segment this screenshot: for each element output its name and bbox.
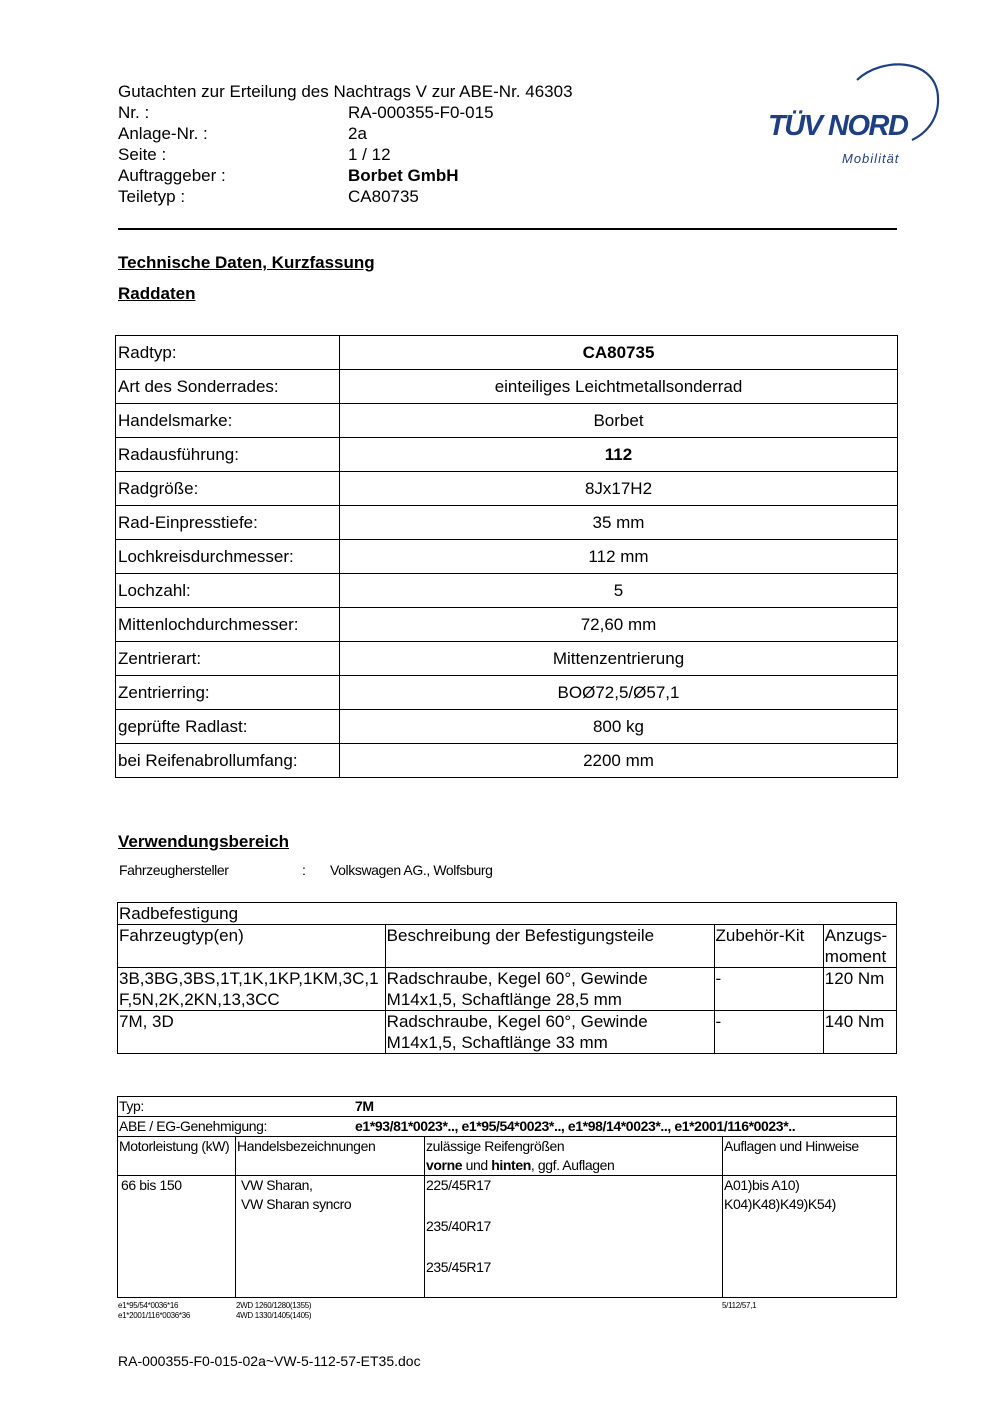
art-value: einteiliges Leichtmetallsonderrad	[340, 370, 898, 404]
hersteller-separator: :	[302, 862, 306, 878]
anlage-value: 2a	[348, 124, 367, 143]
auflagen-item: A01)bis A10)	[724, 1177, 800, 1193]
table-row	[118, 1097, 897, 1117]
table-row	[116, 540, 898, 574]
radausfuehrung-label: Radausführung:	[116, 438, 340, 472]
einpresstiefe-label: Rad-Einpresstiefe:	[116, 506, 340, 540]
reifen-vorne: vorne	[426, 1157, 463, 1173]
logo-wordmark: TÜV NORD	[768, 110, 908, 142]
auftraggeber-value: Borbet GmbH	[348, 166, 459, 185]
table-row	[116, 472, 898, 506]
nr-value: RA-000355-F0-015	[348, 103, 494, 122]
table-row	[116, 404, 898, 438]
anlage-label: Anlage-Nr. :	[118, 124, 208, 143]
motor-cell: 66 bis 150	[118, 1176, 236, 1298]
zentrierart-value: Mittenzentrierung	[340, 642, 898, 676]
hersteller-value: Volkswagen AG., Wolfsburg	[330, 862, 493, 878]
table-row	[116, 744, 898, 778]
header-divider	[118, 228, 897, 230]
hersteller-label: Fahrzeughersteller	[119, 862, 229, 878]
anzugsmoment-cell: 140 Nm	[823, 1011, 896, 1054]
note-line: 4WD 1330/1405(1405)	[236, 1311, 312, 1320]
table-row	[118, 1011, 897, 1054]
reifen-cell	[425, 1176, 723, 1298]
reifen-header-line2	[426, 1156, 721, 1175]
lochkreis-value: 112 mm	[340, 540, 898, 574]
header-fahrzeugtyp: Fahrzeugtyp(en)	[118, 925, 386, 968]
handel-cell	[236, 1176, 425, 1298]
abrollumfang-value: 2200 mm	[340, 744, 898, 778]
header-beschreibung: Beschreibung der Befestigungsteile	[385, 925, 714, 968]
zubehoer-cell: -	[714, 968, 823, 1011]
radbefestigung-title: Radbefestigung	[118, 903, 897, 925]
header-motorleistung: Motorleistung (kW)	[118, 1137, 236, 1176]
table-row	[116, 608, 898, 642]
header-reifengroessen	[425, 1137, 723, 1176]
beschreibung-cell: Radschraube, Kegel 60°, Gewinde M14x1,5, Schaftlänge 28,5 mm	[385, 968, 714, 1011]
auftraggeber-label: Auftraggeber :	[118, 166, 226, 185]
nr-label: Nr. :	[118, 103, 150, 122]
typ-value: 7M	[355, 1098, 374, 1114]
typ-label: Typ:	[119, 1098, 144, 1114]
table-row	[116, 642, 898, 676]
fahrzeugtyp-cell: 3B,3BG,3BS,1T,1K,1KP,1KM,3C,1F,5N,2K,2KN,13,3CC	[118, 968, 386, 1011]
raddaten-table	[115, 335, 898, 778]
handel-item: VW Sharan,	[241, 1177, 313, 1193]
reifen-und: und	[462, 1157, 492, 1173]
note-line: 2WD 1260/1280(1355)	[236, 1301, 312, 1310]
handelsmarke-value: Borbet	[340, 404, 898, 438]
logo-subtitle: Mobilität	[842, 151, 900, 166]
header-anzugsmoment: Anzugs-moment	[823, 925, 896, 968]
zentrierring-label: Zentrierring:	[116, 676, 340, 710]
section-technische-daten: Technische Daten, Kurzfassung	[118, 253, 375, 272]
reifen-item: 235/40R17	[426, 1218, 491, 1234]
anzugsmoment-cell: 120 Nm	[823, 968, 896, 1011]
reifen-item: 235/45R17	[426, 1259, 491, 1275]
lochkreis-label: Lochkreisdurchmesser:	[116, 540, 340, 574]
tuv-nord-logo	[762, 58, 942, 170]
document-title: Gutachten zur Erteilung des Nachtrags V zur ABE-Nr. 46303	[118, 82, 573, 101]
abrollumfang-label: bei Reifenabrollumfang:	[116, 744, 340, 778]
section-verwendungsbereich: Verwendungsbereich	[118, 832, 289, 851]
header-handelsbezeichnungen: Handelsbezeichnungen	[236, 1137, 425, 1176]
table-row	[118, 1117, 897, 1137]
beschreibung-cell: Radschraube, Kegel 60°, Gewinde M14x1,5, Schaftlänge 33 mm	[385, 1011, 714, 1054]
lochzahl-value: 5	[340, 574, 898, 608]
seite-label: Seite :	[118, 145, 167, 164]
zentrierring-value: BOØ72,5/Ø57,1	[340, 676, 898, 710]
art-label: Art des Sonderrades:	[116, 370, 340, 404]
radgroesse-value: 8Jx17H2	[340, 472, 898, 506]
radausfuehrung-value: 112	[340, 438, 898, 472]
reifen-hinten: hinten	[491, 1157, 531, 1173]
radtyp-label: Radtyp:	[116, 336, 340, 370]
handel-item: VW Sharan syncro	[241, 1196, 352, 1212]
header-auflagen: Auflagen und Hinweise	[723, 1137, 897, 1176]
radgroesse-label: Radgröße:	[116, 472, 340, 506]
reifen-rest: , ggf. Auflagen	[530, 1157, 615, 1173]
abe-row	[118, 1117, 897, 1137]
seite-value: 1 / 12	[348, 145, 391, 164]
mittenloch-label: Mittenlochdurchmesser:	[116, 608, 340, 642]
note-line: 5/112/57,1	[722, 1301, 757, 1310]
table-row	[116, 438, 898, 472]
auflagen-cell	[723, 1176, 897, 1298]
table-row	[116, 336, 898, 370]
radtyp-value: CA80735	[340, 336, 898, 370]
teiletyp-value: CA80735	[348, 187, 419, 206]
reifen-item: 225/45R17	[426, 1177, 491, 1193]
lochzahl-label: Lochzahl:	[116, 574, 340, 608]
table-row	[116, 506, 898, 540]
table-row	[118, 903, 897, 925]
section-raddaten: Raddaten	[118, 284, 196, 303]
table-row	[118, 925, 897, 968]
radlast-value: 800 kg	[340, 710, 898, 744]
fahrzeugtyp-cell: 7M, 3D	[118, 1011, 386, 1054]
zubehoer-cell: -	[714, 1011, 823, 1054]
footer-filename: RA-000355-F0-015-02a~VW-5-112-57-ET35.doc	[118, 1353, 421, 1369]
radlast-label: geprüfte Radlast:	[116, 710, 340, 744]
note-line: e1*95/54*0036*16	[118, 1301, 179, 1310]
abe-label: ABE / EG-Genehmigung:	[119, 1118, 268, 1134]
header-zubehoer-kit: Zubehör-Kit	[714, 925, 823, 968]
table-row	[116, 710, 898, 744]
auflagen-item: K04)K48)K49)K54)	[724, 1196, 836, 1212]
abe-value: e1*93/81*0023*.., e1*95/54*0023*.., e1*98/14*0023*.., e1*2001/116*0023*..	[355, 1118, 796, 1134]
typ-row	[118, 1097, 897, 1117]
zentrierart-label: Zentrierart:	[116, 642, 340, 676]
teiletyp-label: Teiletyp :	[118, 187, 186, 206]
table-row	[116, 676, 898, 710]
table-row	[116, 370, 898, 404]
table-row	[118, 968, 897, 1011]
mittenloch-value: 72,60 mm	[340, 608, 898, 642]
reifen-header-line1: zulässige Reifengrößen	[426, 1138, 565, 1154]
radbefestigung-table	[117, 902, 897, 1054]
table-row	[118, 1137, 897, 1176]
typ-table	[117, 1096, 897, 1298]
note-line: e1*2001/116*0036*36	[118, 1311, 191, 1320]
table-row	[116, 574, 898, 608]
handelsmarke-label: Handelsmarke:	[116, 404, 340, 438]
table-row	[118, 1176, 897, 1298]
einpresstiefe-value: 35 mm	[340, 506, 898, 540]
